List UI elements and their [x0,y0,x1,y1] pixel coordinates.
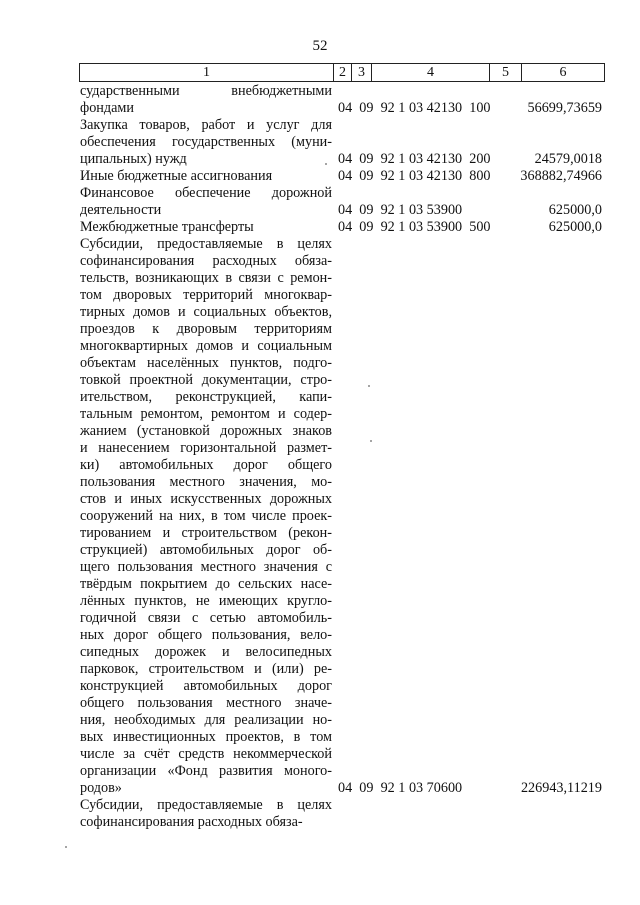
row-name-line: пользования местного значения, мо- [80,474,332,490]
row-name-line: ния, необходимых для реализации но- [80,712,332,728]
row-name-line: фондами [80,100,134,116]
row-name-line: родов» [80,780,122,796]
row-amount: 226943,11219 [520,780,602,796]
row-name-line: щего пользования местного значения с [80,559,332,575]
row-name [80,117,332,168]
row-name-line: общего пользования местного значе- [80,695,332,711]
row-name-line: деятельности [80,202,162,218]
row-name-line: тальным ремонтом, ремонтом и содер- [80,406,332,422]
table-row [80,168,606,185]
row-name-line: числе за счёт средств некоммерческой [80,746,332,762]
row-name-line: ципальных) нужд [80,151,187,167]
table-row [80,185,606,219]
header-col-3: 3 [352,64,372,81]
row-name-line: ки) автомобильных дорог общего [80,457,332,473]
row-name-line: том дворовых территорий многоквар- [80,287,332,303]
table-header [79,63,605,82]
row-amount: 56699,73659 [527,100,602,116]
row-name-line: жанием (установкой дорожных знаков [80,423,332,439]
scan-speck [325,163,327,165]
row-name [80,797,332,831]
table-row [80,236,606,797]
row-name-line: годичной связи с сетью автомобиль- [80,610,332,626]
row-name-line: стов и иных искусственных дорожных [80,491,332,507]
row-name-line: тирных домов и социальных объектов, [80,304,332,320]
row-name-line: ных дорог общего пользования, вело- [80,627,332,643]
row-name-line: сооружений на них, в том числе проек- [80,508,332,524]
row-name-line: сипедных дорожек и велосипедных [80,644,332,660]
row-name-line: парковок, строительством и (или) ре- [80,661,332,677]
row-name-line: и нанесением горизонтальной размет- [80,440,332,456]
row-name-line: Иные бюджетные ассигнования [80,168,273,184]
scan-speck [370,440,372,442]
table-row [80,219,606,236]
row-codes: 04 09 92 1 03 53900 [338,202,463,218]
table-body [80,83,606,831]
header-col-2: 2 [334,64,352,81]
row-name-line: софинансирования расходных обяза- [80,814,303,830]
row-name-line: ительством, реконструкцией, капи- [80,389,332,405]
header-col-4: 4 [372,64,490,81]
row-codes: 04 09 92 1 03 53900 500 [338,219,491,235]
table-row [80,83,606,117]
row-name-line: Субсидии, предоставляемые в целях [80,236,332,252]
row-name-line: сударственными внебюджетными [80,83,332,99]
table-row [80,117,606,168]
row-amount: 24579,0018 [534,151,602,167]
row-name [80,83,332,117]
row-name-line: Межбюджетные трансферты [80,219,254,235]
row-name-line: лённых пунктов, не имеющих кругло- [80,593,332,609]
scan-speck [368,385,370,387]
row-name-line: твёрдым покрытием до сельских насе- [80,576,332,592]
row-name-line: организации «Фонд развития моного- [80,763,332,779]
header-col-5: 5 [490,64,522,81]
row-name-line: проездов к дворовым территориям [80,321,332,337]
row-amount: 625000,0 [548,219,602,235]
row-codes: 04 09 92 1 03 42130 200 [338,151,491,167]
row-name [80,236,332,797]
row-name-line: обеспечения государственных (муни- [80,134,332,150]
scan-speck [65,846,67,848]
row-name [80,219,332,236]
row-codes: 04 09 92 1 03 42130 800 [338,168,491,184]
row-name-line: Субсидии, предоставляемые в целях [80,797,332,813]
header-col-6: 6 [559,65,567,80]
row-name-line: объектам населённых пунктов, подго- [80,355,332,371]
row-codes: 04 09 92 1 03 42130 100 [338,100,491,116]
header-col-1: 1 [80,64,334,81]
row-name-line: конструкцией автомобильных дорог [80,678,332,694]
row-name-line: струкцией) автомобильных дорог об- [80,542,332,558]
row-name-line: Финансовое обеспечение дорожной [80,185,332,201]
row-name-line: тельств, возникающих в связи с ремон- [80,270,332,286]
row-name [80,168,332,185]
row-name-line: тированием и строительством (рекон- [80,525,332,541]
row-name-line: вых инвестиционных проектов, в том [80,729,332,745]
row-name-line: товкой проектной документации, стро- [80,372,332,388]
row-name-line: Закупка товаров, работ и услуг для [80,117,332,133]
row-name-line: софинансирования расходных обяза- [80,253,332,269]
page-number: 52 [312,38,328,54]
table-row [80,797,606,831]
row-amount: 625000,0 [548,202,602,218]
row-name [80,185,332,219]
row-name-line: многоквартирных домов и социальным [80,338,332,354]
row-amount: 368882,74966 [520,168,602,184]
row-codes: 04 09 92 1 03 70600 [338,780,463,796]
